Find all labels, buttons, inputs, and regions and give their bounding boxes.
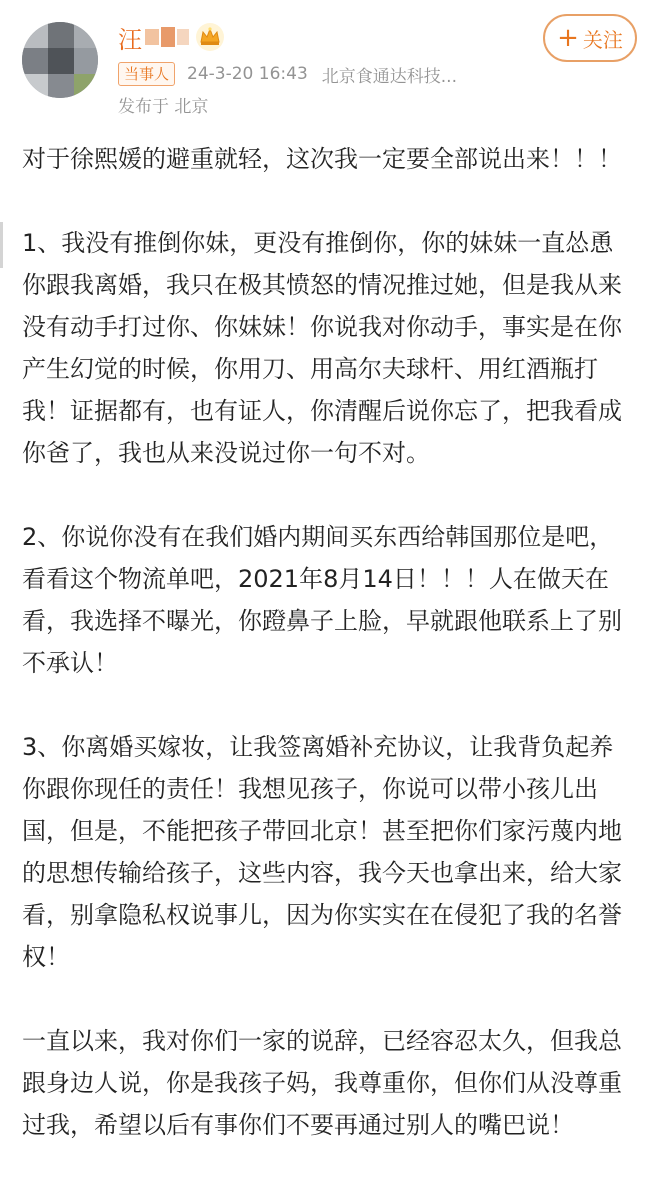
meta-row (118, 60, 457, 88)
participant-badge: 当事人 (118, 62, 175, 86)
timestamp: 24-3-20 16:43 (187, 64, 308, 84)
username-row (118, 20, 225, 54)
post-location: 发布于 北京 (118, 97, 209, 117)
follow-button[interactable] (543, 14, 637, 62)
post-header (0, 0, 660, 125)
name-mosaic (145, 25, 191, 49)
crown-icon (195, 22, 225, 52)
scroll-indicator[interactable] (0, 222, 3, 268)
post-paragraph: 1、我没有推倒你妹，更没有推倒你，你的妹妹一直怂恿你跟我离婚，我只在极其愤怒的情况推过她，但是我从来没有动手打过你、你妹妹！你说我对你动手，事实是在你产生幻觉的时候，你用刀、用高尔夫球杆、用红酒瓶打我！证据都有，也有证人，你清醒后说你忘了，把我看成你爸了，我也从来没说过你一句不对。 (22, 229, 622, 467)
post-source: 北京食通达科技... (321, 66, 457, 87)
username[interactable]: 汪 (118, 25, 143, 54)
post-paragraph: 2、你说你没有在我们婚内期间买东西给韩国那位是吧，看看这个物流单吧，2021年8月14日！！！人在做天在看，我选择不曝光，你蹬鼻子上脸，早就跟他联系上了别不承认！ (22, 523, 622, 677)
post-paragraph: 3、你离婚买嫁妆，让我签离婚补充协议，让我背负起养你跟你现任的责任！我想见孩子，你说可以带小孩儿出国，但是，不能把孩子带回北京！甚至把你们家污蔑内地的思想传输给孩子，这些内容，我今天也拿出来，给大家看，别拿隐私权说事儿，因为你实实在在侵犯了我的名誉权！ (22, 733, 622, 971)
post-paragraph: 对于徐熙媛的避重就轻，这次我一定要全部说出来！！！ (22, 145, 622, 173)
avatar[interactable] (22, 22, 98, 98)
post-content (22, 138, 622, 1188)
post-paragraph: 一直以来，我对你们一家的说辞，已经容忍太久，但我总跟身边人说，你是我孩子妈，我尊重你，但你们从没尊重过我，希望以后有事你们不要再通过别人的嘴巴说！ (22, 1027, 622, 1139)
follow-label: 关注 (582, 27, 623, 52)
plus-icon: + (557, 23, 579, 53)
